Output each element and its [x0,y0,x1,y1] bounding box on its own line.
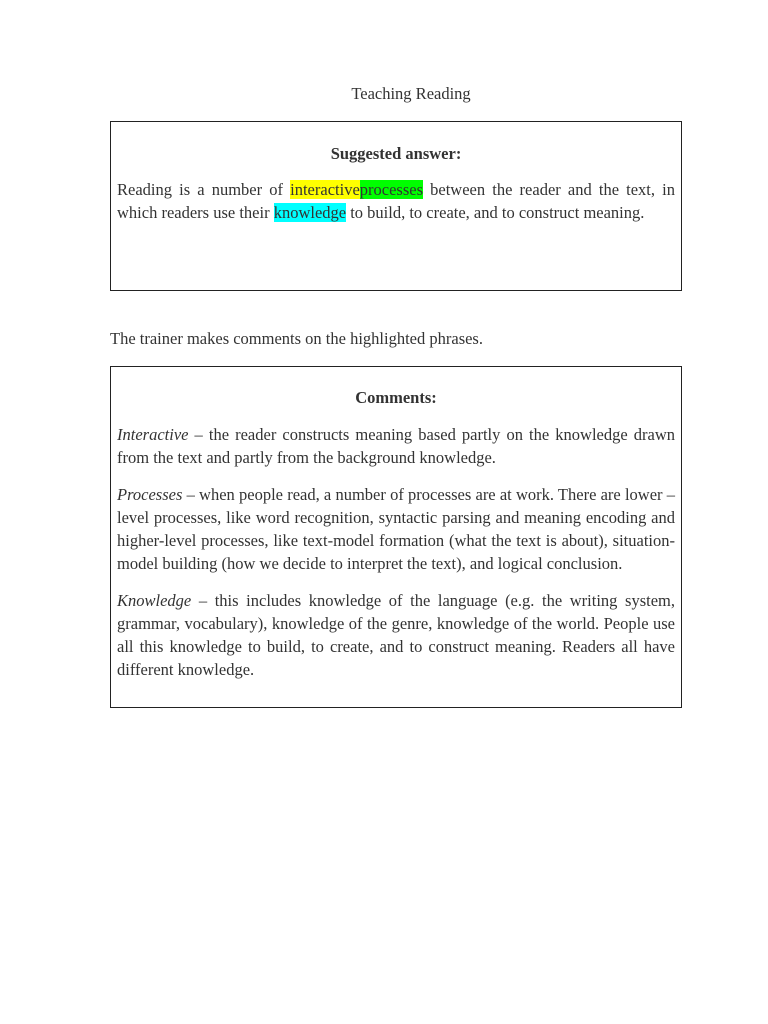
page-title: Teaching Reading [351,84,471,103]
highlight-processes: processes [359,180,424,199]
comment-processes [117,483,675,575]
suggested-answer-box [110,121,682,291]
comment-text: – this includes knowledge of the language (e.g. the writing system, grammar, vocabulary), knowledge of the genre, knowledge of the world. People use all this knowledge to build, to create, and to construct meaning. Readers all have different knowledge. [117,591,675,679]
comment-term: Interactive [117,425,189,444]
comment-knowledge [117,589,675,681]
highlight-interactive: interactive [290,180,360,199]
comment-term: Knowledge [117,591,192,610]
comments-box [110,366,682,708]
comment-text: – the reader constructs meaning based partly on the knowledge drawn from the text and partly from the background knowledge. [117,425,675,467]
comments-heading: Comments: [355,388,437,407]
comment-interactive [117,423,675,469]
comment-text: – when people read, a number of processes are at work. There are lower –level processes, like word recognition, syntactic parsing and meaning encoding and higher-level processes, like text-model formation (what the text is about), situation-model building (how we decide to interpret the text), and logical conclusion. [117,485,675,573]
text-segment: Reading is a number of [117,180,291,199]
intro-text: The trainer makes comments on the highlighted phrases. [110,329,483,348]
suggested-answer-text [117,178,675,224]
comment-term: Processes [117,485,183,504]
text-segment: between the reader and the text, in which readers use their [117,180,675,222]
suggested-answer-heading: Suggested answer: [330,144,462,163]
highlight-knowledge: knowledge [273,203,347,222]
text-segment: to build, to create, and to construct meaning. [346,203,645,222]
